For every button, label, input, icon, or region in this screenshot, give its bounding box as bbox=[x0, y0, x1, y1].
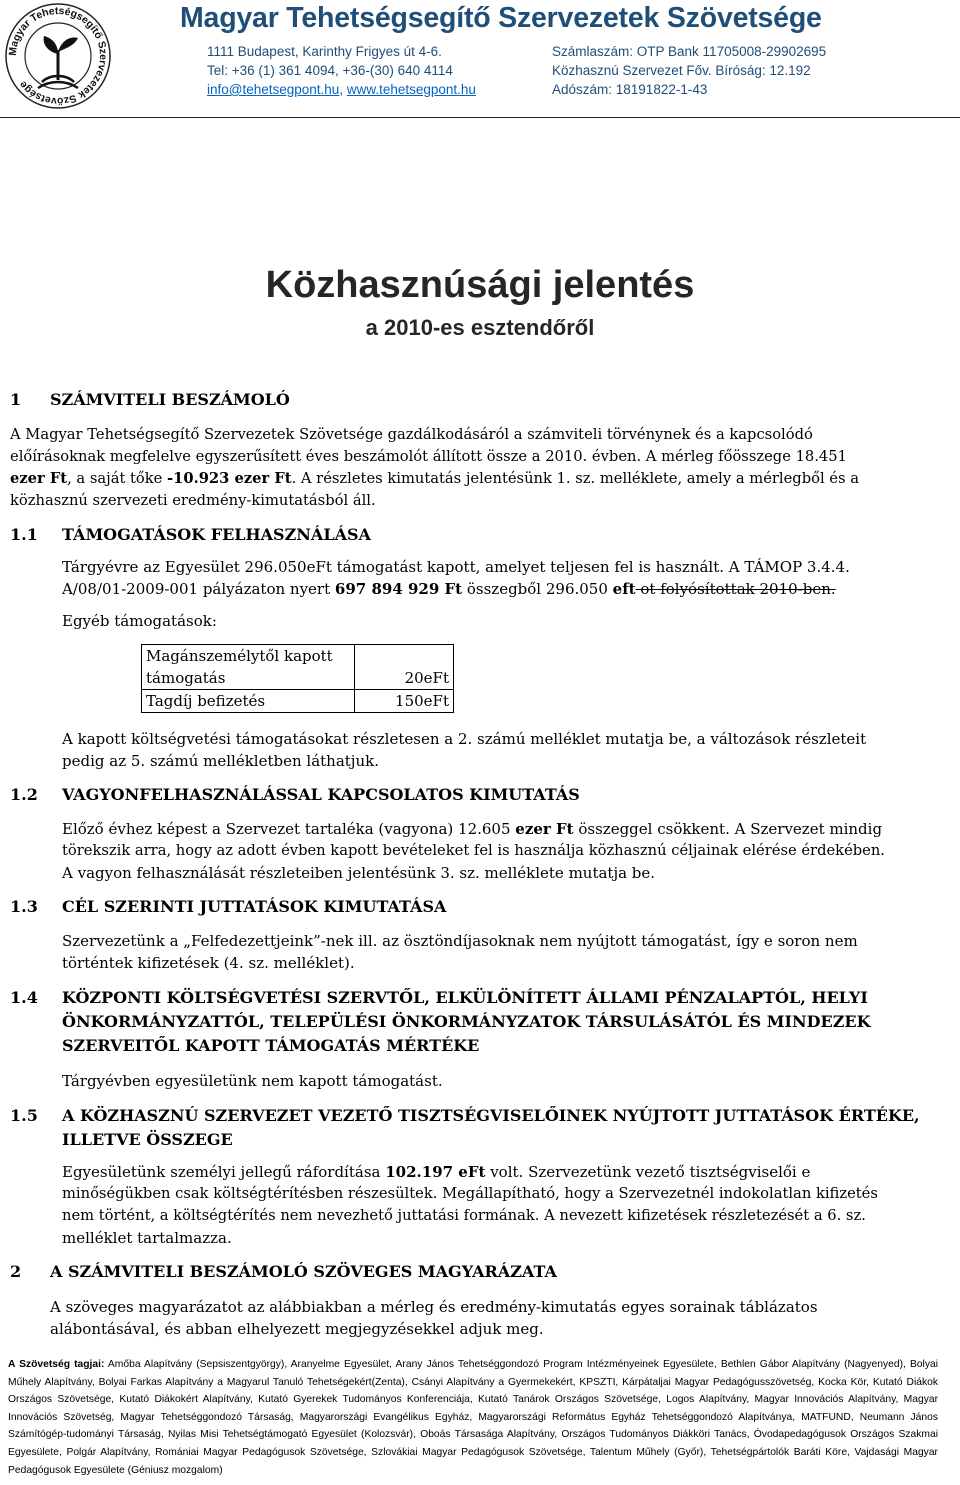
equity-value: -10.923 ezer Ft bbox=[167, 470, 292, 487]
section-title: TÁMOGATÁSOK FELHASZNÁLÁSA bbox=[62, 525, 371, 544]
paragraph-line: történtek kifizetések (4. sz. melléklet). bbox=[62, 954, 355, 972]
other-grants-label: Egyéb támogatások: bbox=[62, 612, 217, 630]
section-number: 1.1 bbox=[10, 525, 38, 544]
paragraph-line bbox=[62, 1161, 810, 1183]
paragraph-line: nem történt, a költségtérítés nem nevezhető juttatási formának. A nevezett kifizetések részletezését a 6. sz. bbox=[62, 1207, 866, 1224]
text-run: összegből 296.050 bbox=[462, 580, 613, 598]
table-cell-label: Magánszemélytől kapott támogatás bbox=[142, 645, 355, 690]
text-run: Előző évhez képest a Szervezet tartaléka (vagyona) 12.605 bbox=[62, 820, 516, 838]
section-title: CÉL SZERINTI JUTTATÁSOK KIMUTATÁSA bbox=[62, 897, 447, 916]
personnel-cost-value: 102.197 eFt bbox=[385, 1163, 486, 1181]
paragraph-line bbox=[62, 578, 836, 600]
footer-members: Amőba Alapítvány (Sepsiszentgyörgy), Aranyelme Egyesület, Arany János Tehetséggondozó Program Intézményeinek Egyesülete, Bethlen Gábor Alapítvány (Nagyenyed), Bolyai Műhely Alapítvány, Bolyai Farkas Alapítvány a Magyarul Tanuló Tehetségekért(Zenta), Csányi Alapítvány a Gyermekekért, KPSZTI, Kárpátaljai Magyar Pedagógusszövetség, Kocka Kör, Kutató Diákok Országos Szövetsége, Kutató Diákokért Alapítvány, Kutató Gyerekek Tudományos Konferenciája, Kutató Tanárok Országos Szövetsége, Logos Alapítvány, Magyar Innovációs Alapítvány, Magyar Innovációs Szövetség, Magyar Tehetséggondozó Társaság, Magyarországi Evangélikus Egyház, Magyarországi Református Egyház Tehetséggondozó Alapítványa, MATFUND, Neumann János Számítógép-tudományi Társaság, Nyilas Misi Tehetségtámogató Egyesület (Kolozsvár), Oboás Társasága Alapítvány, Országos Tudományos Diákköri Tanács, Óvodapedagógusok Országos Szakmai Egyesülete, Polgár Alapítvány, Romániai Magyar Pedagógusok Szövetsége, Szlovákiai Magyar Pedagógusok Szövetsége, Talentum Műhely (Győr), Tehetségpártolók Baráti Köre, Vajdasági Magyar Pedagógusok Egyesülete (Géniusz mozgalom) bbox=[8, 1359, 938, 1476]
paragraph-line bbox=[62, 818, 882, 840]
heading-line: A KÖZHASZNÚ SZERVEZET VEZETŐ TISZTSÉGVISELŐINEK NYÚJTOTT JUTTATÁSOK ÉRTÉKE, bbox=[62, 1106, 920, 1125]
organization-name: Magyar Tehetségsegítő Szervezetek Szövetsége bbox=[180, 2, 822, 34]
text-run: összeggel csökkent. A Szervezet mindig bbox=[573, 820, 883, 838]
section-number: 1.5 bbox=[10, 1106, 38, 1125]
heading-line: SZERVEITŐL KAPOTT TÁMOGATÁS MÉRTÉKE bbox=[62, 1036, 480, 1055]
contact-links bbox=[207, 82, 476, 97]
member-list-footer bbox=[8, 1356, 938, 1479]
text-run: . A részletes kimutatás jelentésünk 1. sz. melléklete, amely a mérlegből és a bbox=[291, 470, 859, 487]
section-title: A SZÁMVITELI BESZÁMOLÓ SZÖVEGES MAGYARÁZATA bbox=[50, 1262, 557, 1281]
table-cell-value: 20eFt bbox=[355, 645, 454, 690]
paragraph-line: A vagyon felhasználását részleteiben jelentésünk 3. sz. melléklete mutatja be. bbox=[62, 864, 656, 882]
section-2-heading bbox=[10, 1262, 557, 1281]
section-1-2-heading bbox=[10, 785, 580, 804]
paragraph-line: közhasznú szervezeti eredmény-kimutatásból áll. bbox=[10, 492, 376, 509]
paragraph-line: törekszik arra, hogy az adott évben kapott bevételeket fel is használja közhasznú céljainak elérése érdekében. bbox=[62, 842, 885, 859]
paragraph-line: A szöveges magyarázatot az alábbiakban a mérleg és eredmény-kimutatás egyes sorainak táblázatos bbox=[50, 1298, 818, 1316]
header-divider bbox=[0, 117, 960, 118]
paragraph-line: A kapott költségvetési támogatásokat részletesen a 2. számú melléklet mutatja be, a változások részleteit bbox=[62, 730, 867, 748]
table-row bbox=[142, 690, 454, 713]
footer-label: A Szövetség tagjai: bbox=[8, 1359, 105, 1370]
text-run: A/08/01-2009-001 pályázaton nyert bbox=[62, 580, 335, 598]
balance-total-unit: ezer Ft bbox=[10, 470, 68, 487]
section-number: 1.2 bbox=[10, 785, 38, 804]
email-link[interactable]: info@tehetsegpont.hu bbox=[207, 82, 340, 97]
heading-line: KÖZPONTI KÖLTSÉGVETÉSI SZERVTŐL, ELKÜLÖNÍTETT ÁLLAMI PÉNZALAPTÓL, HELYI bbox=[62, 988, 868, 1007]
table-cell-value: 150eFt bbox=[355, 690, 454, 713]
section-1-1-heading bbox=[10, 525, 371, 544]
logo-ring-text: Magyar Tehetségsegítő Szervezetek Szövetsége bbox=[7, 5, 109, 107]
link-separator: , bbox=[339, 82, 344, 97]
heading-line: ÖNKORMÁNYZATTÓL, TELEPÜLÉSI ÖNKORMÁNYZATOK TÁRSULÁSÁTÓL ÉS MINDEZEK bbox=[62, 1012, 871, 1031]
section-title: SZÁMVITELI BESZÁMOLÓ bbox=[50, 390, 290, 409]
section-number: 1 bbox=[10, 390, 22, 409]
paragraph-line: pedig az 5. számú mellékletben láthatjuk. bbox=[62, 752, 379, 770]
section-number: 1.4 bbox=[10, 988, 38, 1007]
text-run: volt. Szervezetünk vezető tisztségviselői e bbox=[485, 1163, 811, 1181]
heading-line: ILLETVE ÖSSZEGE bbox=[62, 1130, 233, 1149]
paragraph-line: A Magyar Tehetségsegítő Szervezetek Szövetsége gazdálkodásáról a számviteli törvénynek és a kapcsolódó bbox=[10, 426, 813, 443]
text-run: , a saját tőke bbox=[67, 470, 168, 487]
bank-account: Számlaszám: OTP Bank 11705008-29902695 bbox=[552, 44, 827, 59]
section-number: 2 bbox=[10, 1262, 22, 1281]
other-grants-table bbox=[141, 644, 454, 713]
paragraph-line: alábontásával, és abban elhelyezett megjegyzésekkel adjuk meg. bbox=[50, 1320, 544, 1338]
paragraph-line: előírásoknak megfelelve egyszerűsített éves beszámolót állított össze a 2010. évben. A mérleg főösszege 18.451 bbox=[10, 448, 847, 465]
unit-text: ezer Ft bbox=[515, 820, 574, 838]
court-registration: Közhasznú Szervezet Főv. Bíróság: 12.192 bbox=[552, 63, 811, 78]
section-title bbox=[62, 986, 902, 1058]
section-1-4-heading bbox=[10, 986, 910, 1060]
paragraph-line: melléklet tartalmazza. bbox=[62, 1229, 232, 1247]
paragraph-line: Tárgyévben egyesületünk nem kapott támogatást. bbox=[62, 1072, 443, 1090]
report-title: Közhasznúsági jelentés bbox=[265, 264, 695, 306]
organization-logo bbox=[4, 2, 112, 110]
section-number: 1.3 bbox=[10, 897, 38, 916]
paragraph-line: Szervezetünk a „Felfedezettjeink”-nek ill. az ösztöndíjasoknak nem nyújtott támogatást, így e soron nem bbox=[62, 932, 858, 950]
section-1-5-heading bbox=[10, 1104, 920, 1154]
table-row bbox=[142, 645, 454, 690]
section-1-3-heading bbox=[10, 897, 446, 916]
table-cell-label: Tagdíj befizetés bbox=[142, 690, 355, 713]
section-title bbox=[62, 1104, 920, 1152]
text-run: ot folyósítottak 2010-ben. bbox=[635, 580, 836, 598]
grant-amount: 697 894 929 Ft bbox=[334, 580, 463, 598]
paragraph-line: minőségükben csak költségtérítésben részesültek. Megállapítható, hogy a Szervezetnél indokolatlan kifizetés bbox=[62, 1185, 878, 1202]
section-1-heading bbox=[10, 390, 290, 409]
address: 1111 Budapest, Karinthy Frigyes út 4-6. bbox=[207, 44, 442, 59]
phone: Tel: +36 (1) 361 4094, +36-(30) 640 4114 bbox=[207, 63, 453, 78]
report-subtitle: a 2010-es esztendőről bbox=[365, 315, 595, 340]
sprout-icon bbox=[38, 36, 78, 88]
text-run: Egyesületünk személyi jellegű ráfordítása bbox=[62, 1163, 386, 1181]
tax-number: Adószám: 18191822-1-43 bbox=[552, 82, 708, 97]
website-link[interactable]: www.tehetsegpont.hu bbox=[346, 82, 476, 97]
paragraph-line bbox=[10, 468, 859, 490]
section-title: VAGYONFELHASZNÁLÁSSAL KAPCSOLATOS KIMUTATÁS bbox=[62, 785, 580, 804]
paragraph-line: Tárgyévre az Egyesület 296.050eFt támogatást kapott, amelyet teljesen fel is használt. A TÁMOP 3.4.4. bbox=[62, 558, 850, 576]
unit-text: eft bbox=[612, 580, 636, 598]
